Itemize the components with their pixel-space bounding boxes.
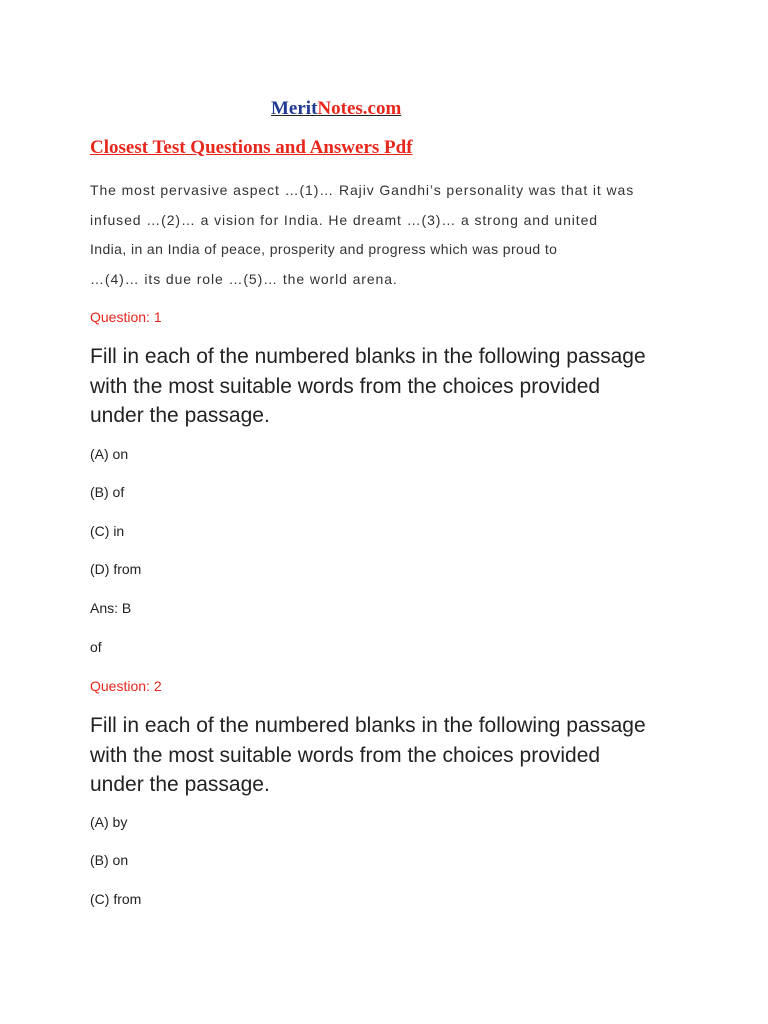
passage	[90, 176, 690, 294]
question-text-line: under the passage.	[90, 404, 270, 427]
question-text	[90, 342, 690, 431]
answer-label: Ans: B	[90, 600, 132, 616]
question-label: Question: 2	[90, 678, 162, 694]
option-c: (C) in	[90, 523, 125, 539]
option-c: (C) from	[90, 891, 142, 907]
document-title: Closest Test Questions and Answers Pdf	[90, 137, 413, 158]
question-text-line: with the most suitable words from the choices provided	[90, 743, 601, 767]
question-label: Question: 1	[90, 309, 162, 325]
passage-line: …(4)… its due role …(5)… the world arena.	[90, 270, 398, 287]
option-d: (D) from	[90, 561, 142, 577]
passage-line: The most pervasive aspect …(1)… Rajiv Gandhi’s personality was that it was	[90, 182, 635, 198]
question-block-2	[90, 677, 690, 800]
question-text-line: Fill in each of the numbered blanks in the following passage	[90, 345, 646, 368]
site-title-link[interactable]	[271, 98, 401, 120]
question-text-line: under the passage.	[90, 773, 270, 796]
option-b: (B) on	[90, 852, 129, 868]
passage-line: infused …(2)… a vision for India. He dreamt …(3)… a strong and united	[90, 211, 598, 228]
question-text-line: with the most suitable words from the choices provided	[90, 374, 601, 398]
site-name-part2: Notes.com	[317, 98, 402, 119]
question-text-line: Fill in each of the numbered blanks in the following passage	[90, 714, 646, 737]
option-a: (A) by	[90, 814, 128, 830]
option-a: (A) on	[90, 446, 129, 462]
question-text	[90, 711, 690, 800]
passage-line: India, in an India of peace, prosperity and progress which was proud to	[90, 241, 558, 257]
site-name-part1: Merit	[271, 98, 318, 119]
option-b: (B) of	[90, 484, 125, 500]
question-block-1	[90, 308, 690, 431]
answer-word: of	[90, 639, 102, 655]
